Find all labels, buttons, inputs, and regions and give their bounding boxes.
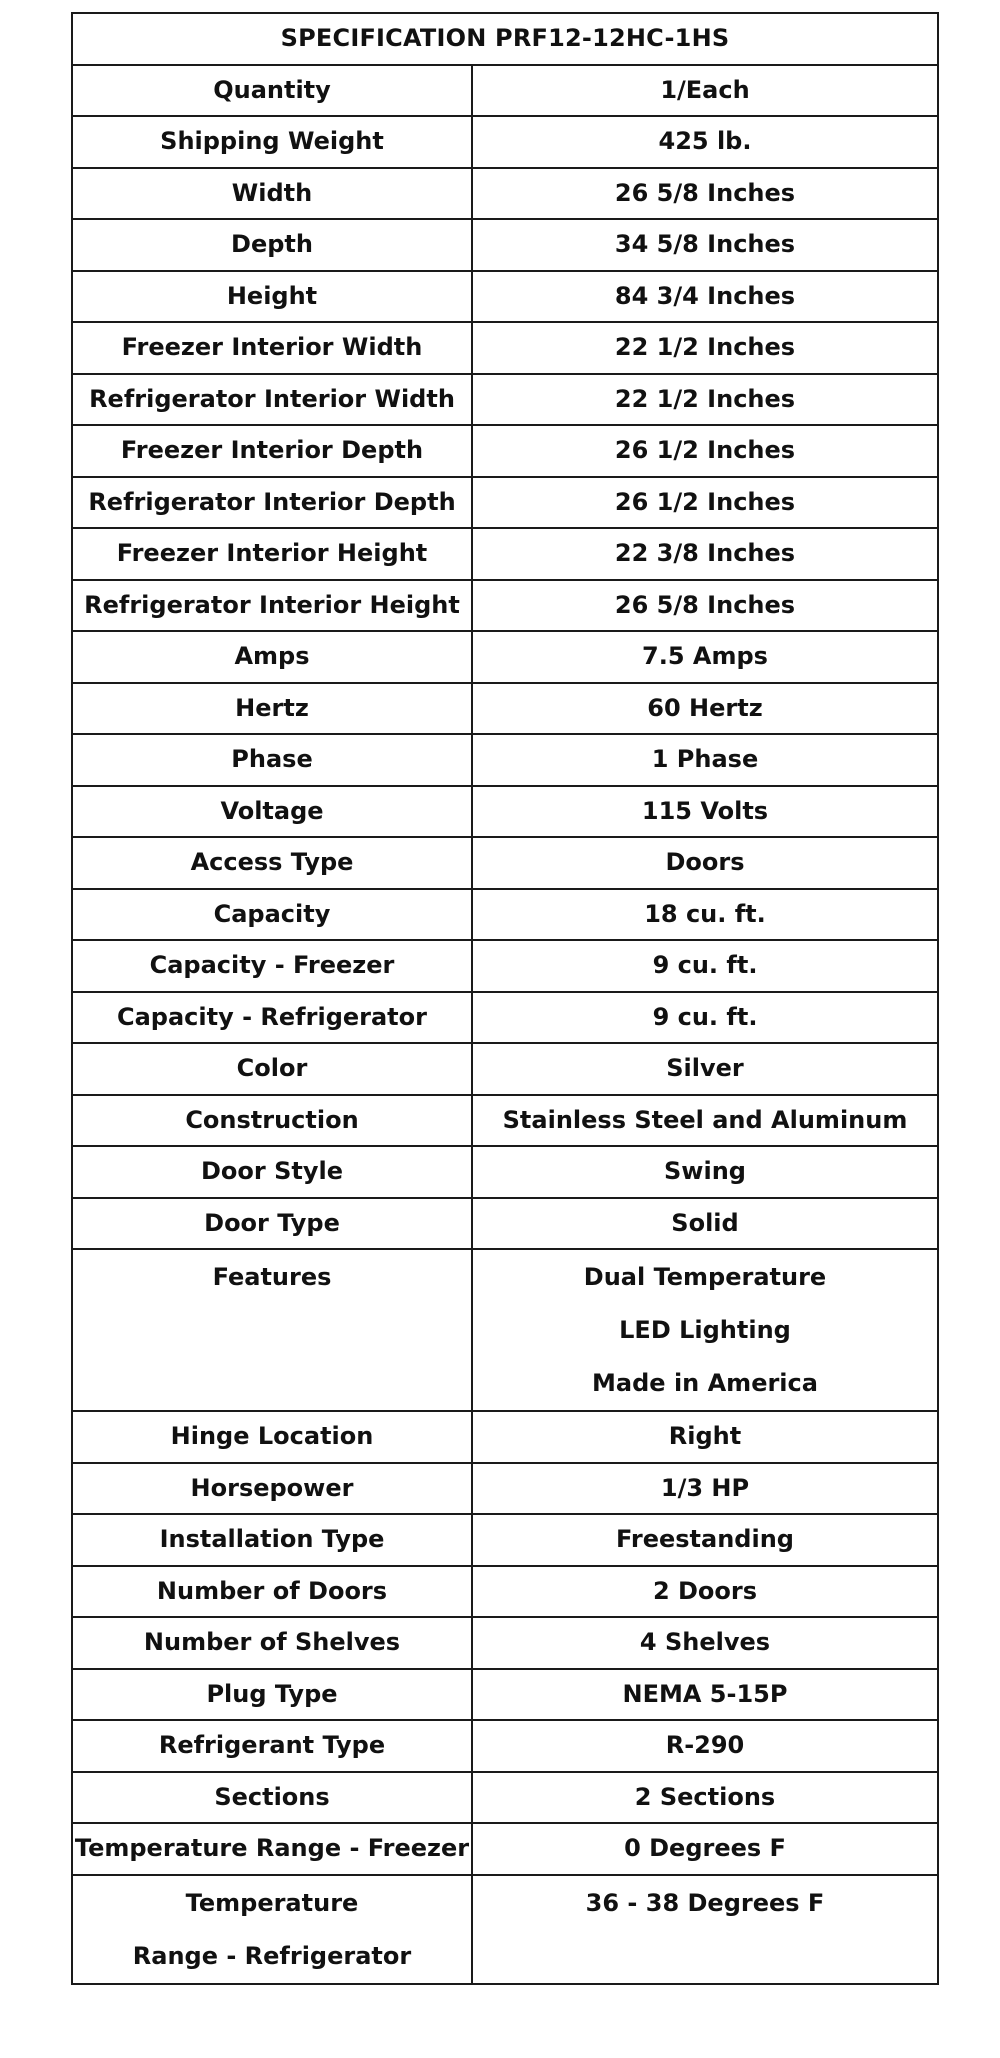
table-row	[72, 940, 938, 992]
table-row	[72, 528, 938, 580]
table-row	[72, 631, 938, 683]
spec-value: 26 5/8 Inches	[472, 580, 938, 632]
spec-label: Door Style	[72, 1146, 472, 1198]
table-row	[72, 322, 938, 374]
spec-label: Capacity - Freezer	[72, 940, 472, 992]
spec-value: 84 3/4 Inches	[472, 271, 938, 323]
spec-value: 1/Each	[472, 65, 938, 117]
table-row	[72, 1146, 938, 1198]
spec-label: Refrigerator Interior Width	[72, 374, 472, 426]
table-row	[72, 683, 938, 735]
table-row	[72, 786, 938, 838]
spec-value: 22 1/2 Inches	[472, 374, 938, 426]
spec-value: 7.5 Amps	[472, 631, 938, 683]
table-row	[72, 992, 938, 1044]
table-row	[72, 1617, 938, 1669]
table-row	[72, 425, 938, 477]
table-row-temperature-refrigerator	[72, 1875, 938, 1984]
spec-label: Plug Type	[72, 1669, 472, 1721]
spec-label: Depth	[72, 219, 472, 271]
spec-value: 1/3 HP	[472, 1463, 938, 1515]
spec-value: 34 5/8 Inches	[472, 219, 938, 271]
spec-value: 2 Sections	[472, 1772, 938, 1824]
spec-value: R-290	[472, 1720, 938, 1772]
spec-label: Number of Doors	[72, 1566, 472, 1618]
table-body	[72, 65, 938, 1984]
spec-value: 1 Phase	[472, 734, 938, 786]
spec-value: Right	[472, 1411, 938, 1463]
spec-label: Freezer Interior Height	[72, 528, 472, 580]
table-row	[72, 837, 938, 889]
spec-value	[472, 1875, 938, 1984]
spec-value: 26 1/2 Inches	[472, 425, 938, 477]
feature-item: Dual Temperature	[583, 1263, 827, 1291]
spec-label: Amps	[72, 631, 472, 683]
spec-label-line: Temperature	[185, 1888, 359, 1917]
spec-label: Hinge Location	[72, 1411, 472, 1463]
spec-label: Shipping Weight	[72, 116, 472, 168]
spec-label: Temperature Range - Freezer	[72, 1823, 472, 1875]
spec-label: Refrigerant Type	[72, 1720, 472, 1772]
spec-label: Refrigerator Interior Depth	[72, 477, 472, 529]
table-row	[72, 1095, 938, 1147]
spec-label: Number of Shelves	[72, 1617, 472, 1669]
spec-label: Freezer Interior Width	[72, 322, 472, 374]
spec-label: Width	[72, 168, 472, 220]
spec-value: Doors	[472, 837, 938, 889]
table-row	[72, 219, 938, 271]
spec-label: Capacity	[72, 889, 472, 941]
spec-value: 9 cu. ft.	[472, 940, 938, 992]
table-row	[72, 889, 938, 941]
features-label: Features	[212, 1263, 332, 1291]
table-row	[72, 1720, 938, 1772]
table-row	[72, 65, 938, 117]
spec-label: Refrigerator Interior Height	[72, 580, 472, 632]
spec-label: Horsepower	[72, 1463, 472, 1515]
table-row	[72, 1566, 938, 1618]
spec-value: 22 3/8 Inches	[472, 528, 938, 580]
spec-value: 4 Shelves	[472, 1617, 938, 1669]
spec-label: Freezer Interior Depth	[72, 425, 472, 477]
spec-value: 425 lb.	[472, 116, 938, 168]
spec-label: Sections	[72, 1772, 472, 1824]
spec-value: Stainless Steel and Aluminum	[472, 1095, 938, 1147]
spec-value: 18 cu. ft.	[472, 889, 938, 941]
spec-value: 9 cu. ft.	[472, 992, 938, 1044]
spec-value: 60 Hertz	[472, 683, 938, 735]
table-row	[72, 271, 938, 323]
table-row	[72, 734, 938, 786]
spec-value: 22 1/2 Inches	[472, 322, 938, 374]
spec-label: Quantity	[72, 65, 472, 117]
spec-value-line: 36 - 38 Degrees F	[585, 1888, 825, 1917]
specification-table	[71, 12, 939, 1985]
feature-item: LED Lighting	[619, 1316, 791, 1344]
table-row	[72, 477, 938, 529]
spec-value: NEMA 5-15P	[472, 1669, 938, 1721]
spec-label: Construction	[72, 1095, 472, 1147]
table-row-features	[72, 1249, 938, 1411]
spec-label	[72, 1875, 472, 1984]
table-row	[72, 1772, 938, 1824]
spec-value	[472, 1249, 938, 1411]
table-header-row	[72, 13, 938, 65]
table-row	[72, 116, 938, 168]
spec-label: Capacity - Refrigerator	[72, 992, 472, 1044]
spec-value: 26 5/8 Inches	[472, 168, 938, 220]
table-row	[72, 168, 938, 220]
table-row	[72, 374, 938, 426]
table-row	[72, 1514, 938, 1566]
table-row	[72, 580, 938, 632]
spec-value: Silver	[472, 1043, 938, 1095]
table-title: SPECIFICATION PRF12-12HC-1HS	[72, 13, 938, 65]
spec-label: Access Type	[72, 837, 472, 889]
table-row	[72, 1043, 938, 1095]
table-row	[72, 1198, 938, 1250]
spec-value: Solid	[472, 1198, 938, 1250]
spec-value: 26 1/2 Inches	[472, 477, 938, 529]
spec-value: 115 Volts	[472, 786, 938, 838]
spec-label-line: Range - Refrigerator	[132, 1941, 412, 1970]
spec-label: Height	[72, 271, 472, 323]
spec-label: Color	[72, 1043, 472, 1095]
spec-value: Swing	[472, 1146, 938, 1198]
spec-label: Installation Type	[72, 1514, 472, 1566]
spec-value: Freestanding	[472, 1514, 938, 1566]
table-row	[72, 1823, 938, 1875]
table-row	[72, 1463, 938, 1515]
spec-label: Hertz	[72, 683, 472, 735]
table-row	[72, 1669, 938, 1721]
spec-value: 2 Doors	[472, 1566, 938, 1618]
spec-label: Phase	[72, 734, 472, 786]
table-row	[72, 1411, 938, 1463]
spec-label: Door Type	[72, 1198, 472, 1250]
feature-item: Made in America	[592, 1369, 818, 1397]
spec-value: 0 Degrees F	[472, 1823, 938, 1875]
spec-label	[72, 1249, 472, 1411]
spec-label: Voltage	[72, 786, 472, 838]
